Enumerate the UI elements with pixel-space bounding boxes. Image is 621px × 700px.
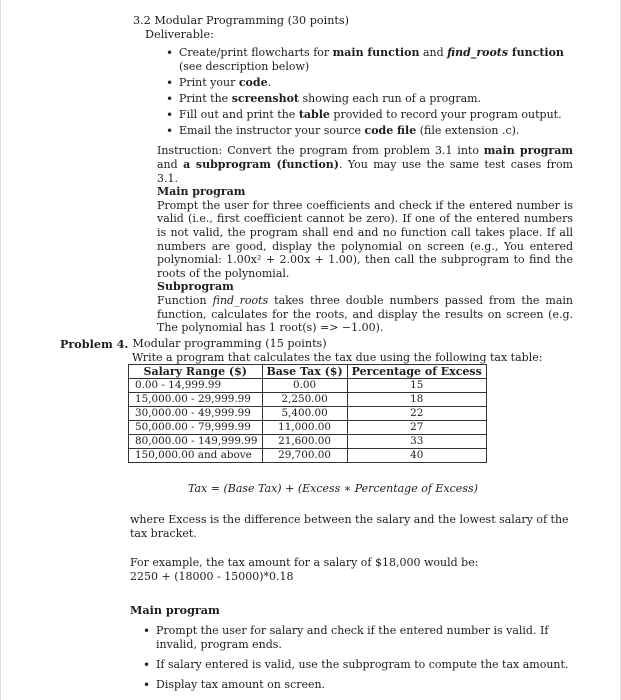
deliverable-list [133,46,573,138]
deliverable-item: • Fill out and print the table provided to record your program output. [179,108,573,122]
col-header-percentage: Percentage of Excess [347,365,486,379]
subprogram-text: Function find_roots takes three double numbers passed from the main function, calculates for the roots, and display the results on screen (e.g. The polynomial has 1 root(s) => −1.00). [157,293,573,335]
example-line-1: For example, the tax amount for a salary of $18,000 would be: [130,556,479,569]
problem-label: Problem 4. [60,337,129,351]
problem-main-list [130,624,580,698]
main-program-heading: Main program [157,185,246,199]
deliverable-label: Deliverable: [145,28,214,42]
table-row [129,393,487,407]
table-row [129,435,487,449]
problem-main-heading: Main program [130,603,220,617]
problem-4-header [60,337,580,351]
table-row [129,407,487,421]
list-item: • If salary entered is valid, use the subprogram to compute the tax amount. [156,658,580,672]
table-cell: 2,250.00 [262,393,347,407]
table-cell: 0.00 [262,379,347,393]
main-program-text: Prompt the user for three coefficients and check if the entered number is valid (i.e., first coefficient cannot be zero). If one of the entered numbers is not valid, the program shall end and no function call takes place. If all numbers are good, display the polynomial on screen (e.g., You entered polynomial: 1.00x² + 2.00x + 1.00), then call the subprogram to find the roots of the polynomial. [157,198,573,280]
table-cell: 29,700.00 [262,449,347,463]
table-cell: 18 [347,393,486,407]
tax-table-header-row [129,365,487,379]
table-cell: 40 [347,449,486,463]
table-row [129,421,487,435]
section-title: 3.2 Modular Programming (30 points) [133,14,350,27]
col-header-base-tax: Base Tax ($) [262,365,347,379]
subprogram-heading: Subprogram [157,280,234,294]
table-cell: 33 [347,435,486,449]
col-header-salary-range: Salary Range ($) [129,365,263,379]
table-cell: 22 [347,407,486,421]
section-3-2 [133,14,573,335]
table-cell: 11,000.00 [262,421,347,435]
problem-intro: Write a program that calculates the tax due using the following tax table: [132,351,543,364]
problem-title: Modular programming (15 points) [132,337,327,350]
table-row [129,379,487,393]
deliverable-item: • Print your code. [179,76,573,90]
page-edge-left [0,0,1,700]
table-row [129,449,487,463]
table-cell: 5,400.00 [262,407,347,421]
table-cell: 21,600.00 [262,435,347,449]
list-item: • Display tax amount on screen. [156,678,580,692]
table-cell: 0.00 - 14,999.99 [129,379,263,393]
tax-formula: Tax = (Base Tax) + (Excess ∗ Percentage of Excess) [188,482,478,495]
tax-table [128,364,487,463]
deliverable-item: • Email the instructor your source code file (file extension .c). [179,124,573,138]
table-cell: 15,000.00 - 29,999.99 [129,393,263,407]
table-cell: 50,000.00 - 79,999.99 [129,421,263,435]
table-cell: 27 [347,421,486,435]
list-item: • Prompt the user for salary and check if the entered number is valid. If invalid, program ends. [156,624,580,652]
table-cell: 15 [347,379,486,393]
instruction-block [157,144,573,334]
example-line-2: 2250 + (18000 - 15000)*0.18 [130,570,294,583]
deliverable-item: • Create/print flowcharts for main function and find_roots function (see description below) [179,46,573,74]
deliverable-item: • Print the screenshot showing each run of a program. [179,92,573,106]
table-cell: 150,000.00 and above [129,449,263,463]
example-block [130,556,570,584]
instruction-text: Instruction: Convert the program from problem 3.1 into main program and a subprogram (function). You may use the same test cases from 3.1. [157,144,573,185]
table-cell: 80,000.00 - 149,999.99 [129,435,263,449]
table-cell: 30,000.00 - 49,999.99 [129,407,263,421]
excess-definition: where Excess is the difference between the salary and the lowest salary of the tax bracket. [130,513,569,540]
